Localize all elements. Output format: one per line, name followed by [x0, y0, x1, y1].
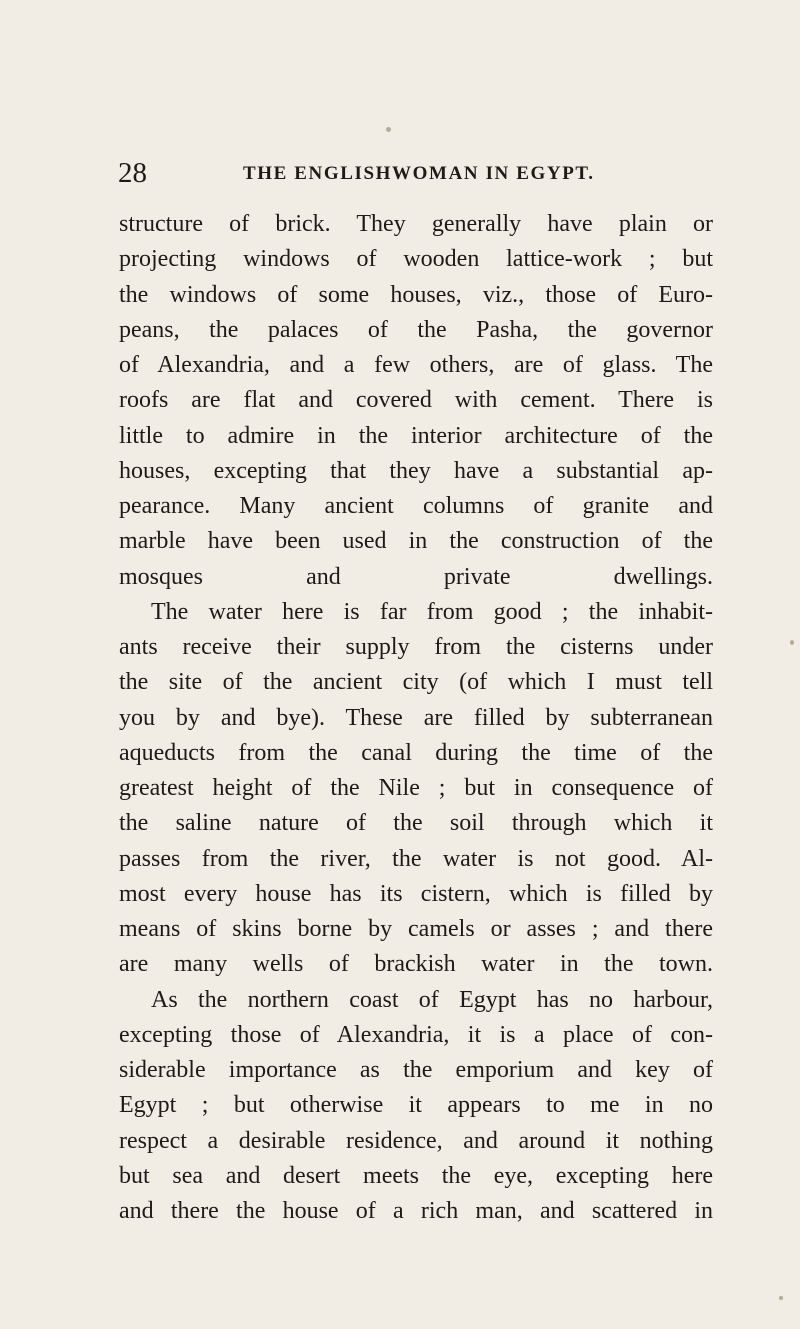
text-line: peans, the palaces of the Pasha, the governor [119, 316, 713, 343]
running-title: THE ENGLISHWOMAN IN EGYPT. [243, 163, 595, 184]
text-line: and there the house of a rich man, and scattered in [119, 1198, 713, 1224]
text-line: the site of the ancient city (of which I must tell [119, 669, 713, 696]
text-line: means of skins borne by camels or asses ; and there [119, 916, 713, 942]
text-line: roofs are flat and covered with cement. There is [119, 387, 713, 414]
text-line: little to admire in the interior architecture of the [119, 422, 713, 449]
text-line: but sea and desert meets the eye, excepting here [119, 1162, 713, 1189]
text-line: structure of brick. They generally have plain or [119, 211, 713, 237]
text-line: projecting windows of wooden lattice-work ; but [119, 246, 713, 273]
text-line: marble have been used in the construction of the [119, 528, 713, 555]
text-line: respect a desirable residence, and around it nothing [119, 1127, 713, 1154]
text-line: siderable importance as the emporium and key of [119, 1057, 713, 1083]
ink-speck [790, 640, 794, 645]
text-line: excepting those of Alexandria, it is a place of con- [119, 1021, 713, 1048]
text-line: greatest height of the Nile ; but in consequence of [119, 775, 713, 801]
text-line: mosques and private dwellings. [119, 563, 713, 590]
text-line: the windows of some houses, viz., those of Euro- [119, 281, 713, 308]
text-line: aqueducts from the canal during the time of the [119, 739, 713, 766]
text-line: of Alexandria, and a few others, are of glass. The [119, 352, 713, 378]
text-line: are many wells of brackish water in the town. [119, 951, 713, 978]
ink-speck [779, 1296, 783, 1300]
body-text [119, 207, 713, 1229]
text-line: you by and bye). These are filled by subterranean [119, 704, 713, 731]
ink-speck [386, 127, 391, 132]
text-line: As the northern coast of Egypt has no harbour, [151, 986, 713, 1013]
text-line: the saline nature of the soil through which it [119, 810, 713, 837]
text-line: houses, excepting that they have a substantial ap- [119, 457, 713, 484]
page-header [118, 156, 714, 190]
page-number: 28 [118, 157, 147, 189]
text-line: pearance. Many ancient columns of granite and [119, 493, 713, 519]
text-line: most every house has its cistern, which is filled by [119, 880, 713, 907]
text-line: passes from the river, the water is not good. Al- [119, 845, 713, 872]
text-line: ants receive their supply from the cisterns under [119, 634, 713, 660]
text-line: Egypt ; but otherwise it appears to me in no [119, 1092, 713, 1119]
text-line: The water here is far from good ; the inhabit- [151, 598, 713, 625]
